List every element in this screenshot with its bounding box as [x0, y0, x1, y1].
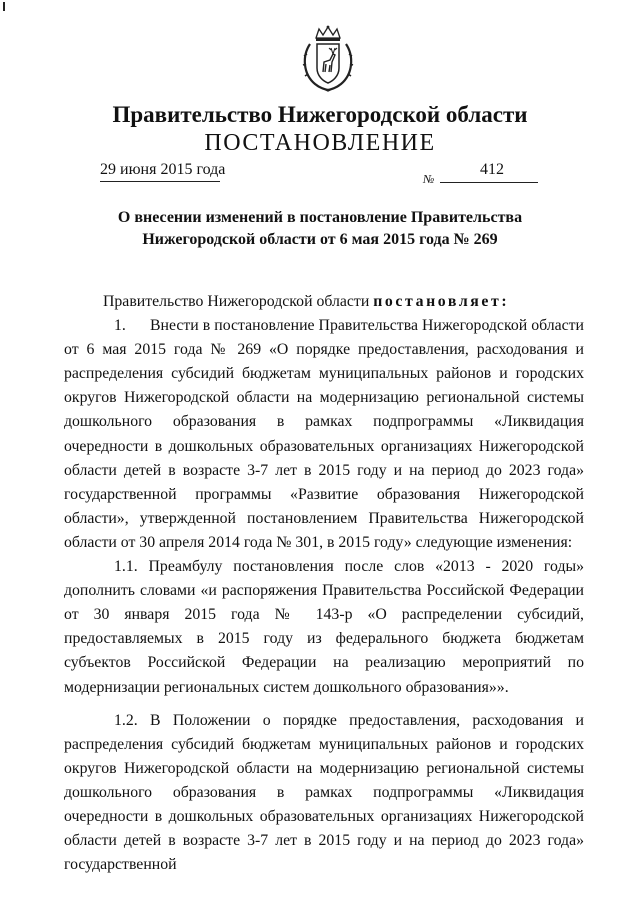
subject-line-2: Нижегородской области от 6 мая 2015 года № 269 — [142, 231, 498, 248]
document-number: 412 — [480, 161, 504, 178]
intro-paragraph — [64, 290, 584, 314]
coat-of-arms-icon — [301, 24, 355, 94]
document-body — [64, 290, 584, 877]
item-1-2: 1.2. В Положении о порядке предоставления, расходования и распределения субсидий бюджетам муниципальных районов и городских округов Нижегородской области на модернизацию региональной системы дошкольного образования в рамках подпрограммы «Ликвидация очередности в дошкольных образовательных организациях Нижегородской области детей в возрасте 3-7 лет в 2015 году и на период до 2023 года» государственной — [64, 711, 584, 874]
document-subject — [0, 207, 640, 251]
intro-prefix: Правительство Нижегородской области — [103, 293, 374, 310]
scan-mark — [3, 2, 5, 11]
document-type: ПОСТАНОВЛЕНИЕ — [204, 130, 436, 156]
item-1: 1. Внести в постановление Правительства Нижегородской области от 6 мая 2015 года № 269 «О порядке предоставления, расходования и распределения субсидий бюджетам муниципальных районов и городских округов Нижегородской области на модернизацию региональной системы дошкольного образования в рамках подпрограммы «Ликвидация очередности в дошкольных образовательных организациях Нижегородской области детей в возрасте 3-7 лет в 2015 году и на период до 2023 года» государственной программы «Развитие образования Нижегородской области», утвержденной постановлением Правительства Нижегородской области от 30 апреля 2014 года № 301, в 2015 году» следующие изменения: — [64, 317, 584, 551]
intro-action: постановляет: — [373, 293, 510, 310]
document-date: 29 июня 2015 года — [100, 161, 226, 178]
date-underline — [100, 181, 220, 182]
organization-title: Правительство Нижегородской области — [112, 102, 528, 127]
number-sign: № — [423, 172, 435, 186]
item-1-1: 1.1. Преамбулу постановления после слов «2013 - 2020 годы» дополнить словами «и распоряжения Правительства Российской Федерации от 30 января 2015 года № 143-р «О распределении субсидий, предоставляемых в 2015 году из федерального бюджета бюджетам субъектов Российской Федерации на реализацию мероприятий по модернизации региональных систем дошкольного образования»». — [64, 558, 584, 696]
number-underline — [440, 182, 538, 183]
subject-line-1: О внесении изменений в постановление Правительства — [117, 209, 523, 226]
